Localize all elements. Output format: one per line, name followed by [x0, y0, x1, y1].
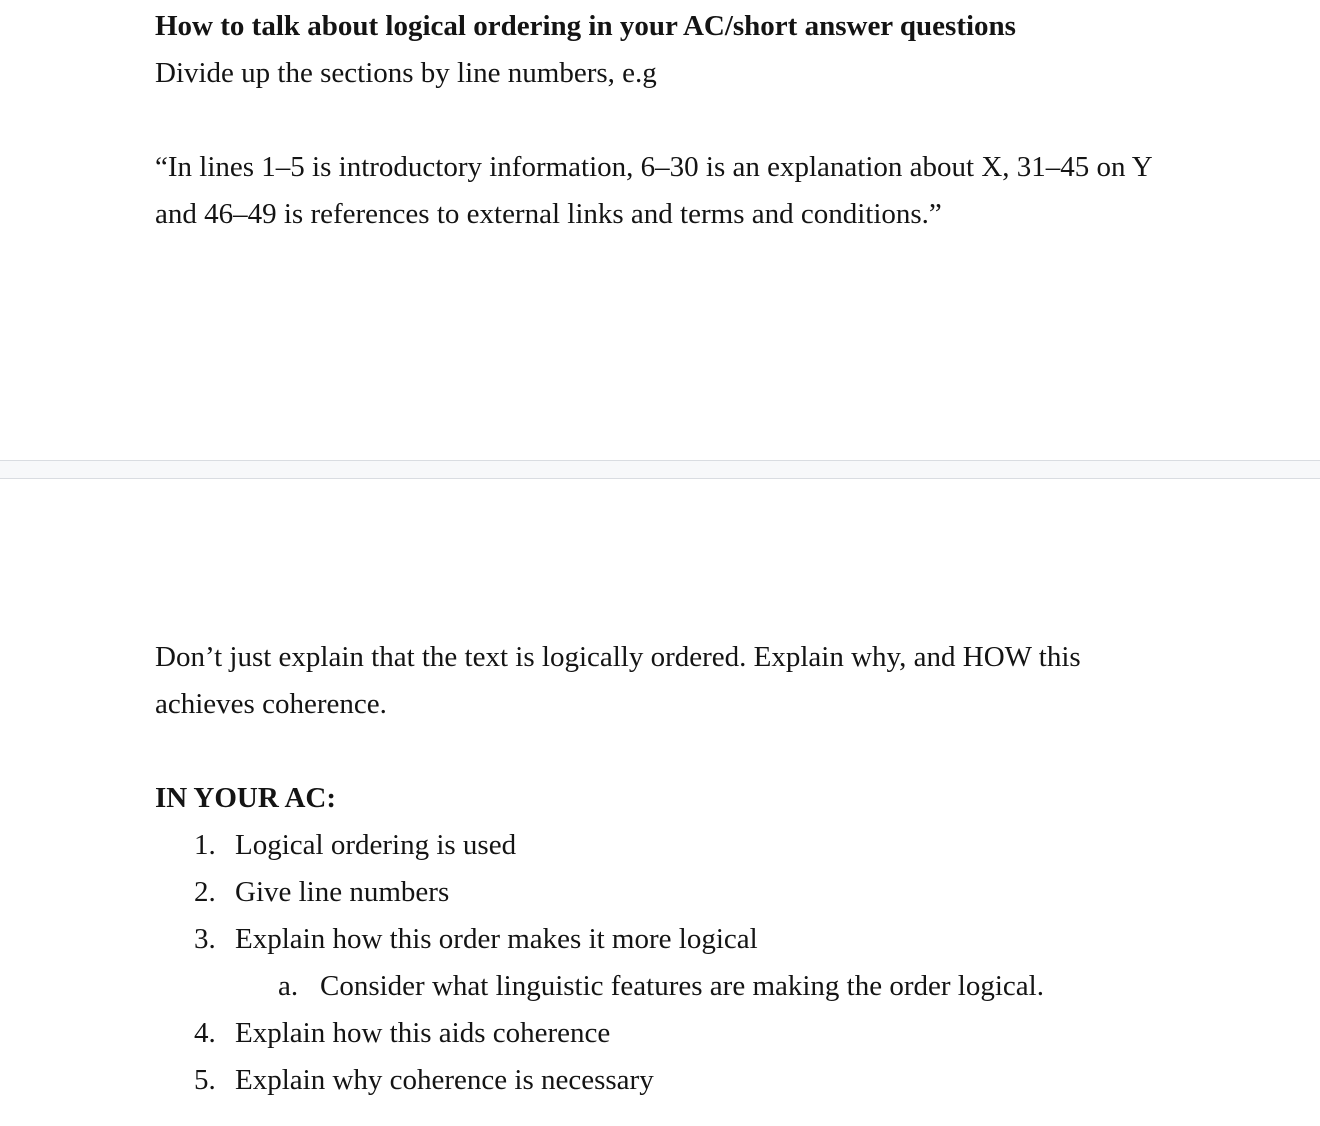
list-item-marker: 2. [194, 876, 216, 908]
ac-checklist [155, 822, 1165, 1104]
list-item-text: Consider what linguistic features are making the order logical. [320, 970, 1044, 1002]
advice-paragraph: Don’t just explain that the text is logically ordered. Explain why, and HOW this achieves coherence. [155, 641, 1081, 720]
list-item [155, 1057, 1165, 1104]
list-item [155, 869, 1165, 916]
list-item-marker: a. [278, 970, 299, 1002]
list-item-text: Give line numbers [235, 876, 450, 908]
list-item-text: Logical ordering is used [235, 829, 517, 861]
list-item [155, 916, 1165, 963]
example-quote-paragraph: “In lines 1–5 is introductory information, 6–30 is an explanation about X, 31–45 on Y and 46–49 is references to external links and terms and conditions.” [155, 151, 1152, 230]
page-title: How to talk about logical ordering in your AC/short answer questions [155, 10, 1016, 42]
list-item-marker: 1. [194, 829, 216, 861]
list-item-marker: 5. [194, 1064, 216, 1096]
list-item-text: Explain how this aids coherence [235, 1017, 611, 1049]
document-page-2 [0, 479, 1320, 1126]
intro-paragraph: Divide up the sections by line numbers, e.g [155, 57, 657, 89]
list-item-marker: 3. [194, 923, 216, 955]
list-item [155, 822, 1165, 869]
page-2-content [0, 479, 1320, 1104]
list-heading: IN YOUR AC: [155, 782, 336, 814]
list-item-text: Explain why coherence is necessary [235, 1064, 654, 1096]
document-page-1 [0, 0, 1320, 460]
list-item-marker: 4. [194, 1017, 216, 1049]
page-break-divider [0, 460, 1320, 479]
list-subitem [155, 963, 1165, 1010]
list-item-text: Explain how this order makes it more logical [235, 923, 758, 955]
page-1-content [0, 0, 1320, 238]
list-item [155, 1010, 1165, 1057]
